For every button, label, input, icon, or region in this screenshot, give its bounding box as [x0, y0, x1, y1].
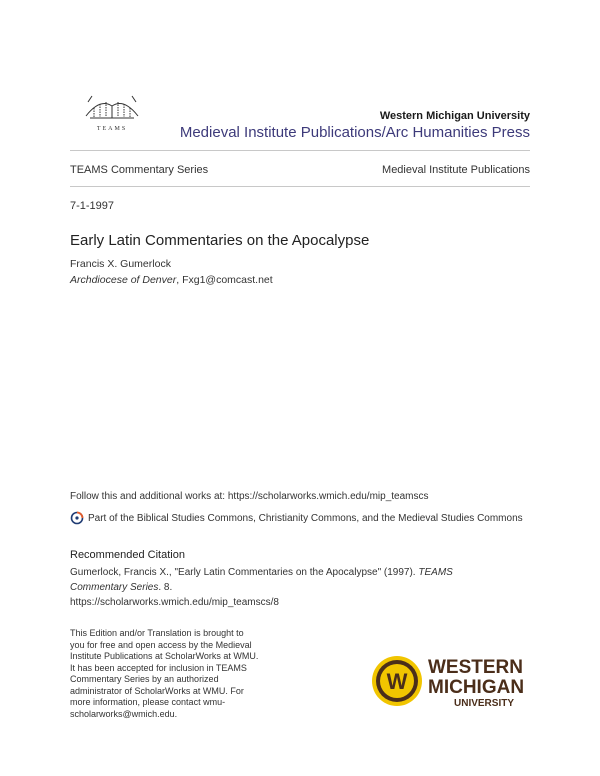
wmu-logo-line3: UNIVERSITY: [454, 698, 515, 709]
part-of-text[interactable]: Part of the Biblical Studies Commons, Christianity Commons, and the Medieval Studies Commons: [88, 512, 523, 524]
press-name[interactable]: Medieval Institute Publications/Arc Humanities Press: [179, 124, 530, 141]
wmu-monogram: W: [386, 669, 408, 694]
divider-top: [70, 150, 530, 151]
publisher-name[interactable]: Medieval Institute Publications: [382, 164, 530, 176]
access-notice: This Edition and/or Translation is brought to you for free and open access by the Medieval Institute Publications at ScholarWorks at WMU. It has been accepted for inclusion in TEAMS Commentary Series by an authorized administrator of ScholarWorks at WMU. For more information, please contact wmu-scholarworks@wmich.edu.: [70, 628, 259, 719]
follow-link[interactable]: Follow this and additional works at: https://scholarworks.wmich.edu/mip_teamscs: [70, 491, 429, 502]
publication-date: 7-1-1997: [70, 200, 115, 212]
part-of-commons: [70, 511, 523, 525]
citation-text: Gumerlock, Francis X., "Early Latin Commentaries on the Apocalypse" (1997).: [70, 567, 416, 578]
teams-logo-caption: TEAMS: [96, 126, 128, 132]
citation-number: . 8.: [158, 582, 173, 593]
wmu-logo-line2: MICHIGAN: [428, 677, 525, 698]
citation-url[interactable]: https://scholarworks.wmich.edu/mip_teamscs/8: [70, 597, 279, 608]
wmu-logo-line1: WESTERN: [428, 657, 523, 678]
network-commons-icon: [70, 511, 84, 525]
citation-series: TEAMS Commentary Series: [70, 567, 453, 593]
wmu-logo: [370, 651, 540, 711]
series-name[interactable]: TEAMS Commentary Series: [70, 164, 209, 176]
divider-bottom: [70, 186, 530, 187]
recommended-citation-heading: Recommended Citation: [70, 549, 185, 561]
author-name[interactable]: Francis X. Gumerlock: [70, 258, 171, 270]
author-affiliation: [70, 274, 273, 286]
recommended-citation: [70, 565, 510, 610]
document-title: Early Latin Commentaries on the Apocalypse: [70, 232, 370, 249]
affiliation-name: Archdiocese of Denver: [70, 274, 177, 286]
university-name: Western Michigan University: [379, 110, 530, 122]
author-email[interactable]: , Fxg1@comcast.net: [176, 274, 273, 286]
teams-logo: [80, 84, 144, 134]
